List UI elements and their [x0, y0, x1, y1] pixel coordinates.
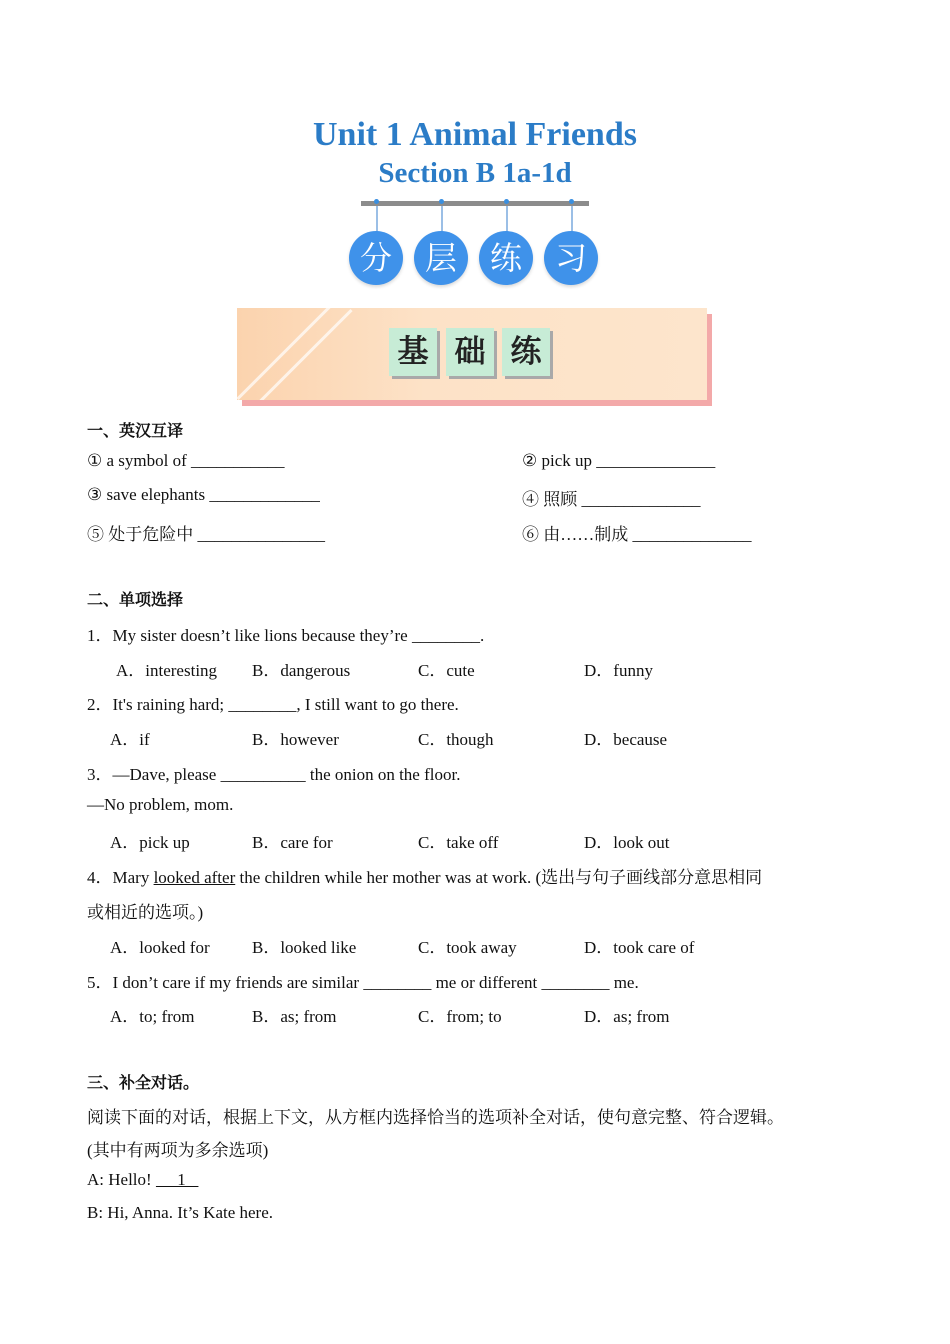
level-tile-lian: 练 — [502, 328, 550, 376]
section3-note: (其中有两项为多余选项) — [87, 1141, 269, 1160]
q5-option-a: A．to; from — [110, 1007, 195, 1026]
badge-lian: 练 — [479, 231, 533, 285]
connector-line — [376, 206, 378, 232]
q4-option-d: D．took care of — [584, 938, 695, 957]
q4-stem-start: 4．Mary — [87, 868, 154, 887]
section3-instruction: 阅读下面的对话，根据上下文，从方框内选择恰当的选项补全对话，使句意完整、符合逻辑。 — [87, 1108, 784, 1127]
q1-option-d: D．funny — [584, 661, 653, 680]
translation-item-3: ③ save elephants _____________ — [87, 485, 320, 504]
dialogue-line-a — [87, 1170, 198, 1190]
badge-ceng: 层 — [414, 231, 468, 285]
connector-line — [506, 206, 508, 232]
q4-option-c: C．took away — [418, 938, 517, 957]
q1-option-a: A．interesting — [116, 661, 218, 680]
pin-dot-icon — [439, 199, 444, 204]
dialogue-line-b: B: Hi, Anna. It’s Kate here. — [87, 1203, 274, 1222]
pin-dot-icon — [374, 199, 379, 204]
translation-item-5: ⑤ 处于危险中 _______________ — [87, 525, 325, 544]
pin-dot-icon — [504, 199, 509, 204]
q1-option-c: C．cute — [418, 661, 475, 680]
q4-underlined-phrase: looked after — [153, 868, 236, 887]
question-2: 2．It's raining hard; ________, I still want to go there. — [87, 695, 459, 714]
translation-item-1: ① a symbol of ___________ — [87, 451, 285, 470]
connector-line — [441, 206, 443, 232]
section1-heading: 一、英汉互译 — [87, 421, 184, 440]
q3-option-b: B．care for — [252, 833, 333, 852]
q5-option-d: D．as; from — [584, 1007, 670, 1026]
translation-item-6: ⑥ 由……制成 ______________ — [522, 525, 752, 544]
dialogue-blank-1: 1 — [155, 1170, 199, 1189]
q2-option-d: D．because — [584, 730, 668, 749]
badge-fen: 分 — [349, 231, 403, 285]
question-3: 3．—Dave, please __________ the onion on the floor. — [87, 765, 461, 784]
section-title: Section B 1a-1d — [378, 157, 572, 189]
translation-item-4: ④ 照顾 ______________ — [522, 490, 701, 509]
q3-option-a: A．pick up — [110, 833, 190, 852]
question-4 — [87, 863, 762, 888]
q4-stem-end: the children while her mother was at work. (选出与句子画线部分意思相同 — [235, 868, 763, 887]
dialogue-a-text: A: Hello! — [87, 1170, 156, 1189]
q5-option-c: C．from; to — [418, 1007, 502, 1026]
decorative-bar — [361, 201, 589, 206]
q4-stem-continued: 或相近的选项。) — [87, 903, 204, 922]
q2-option-b: B．however — [252, 730, 339, 749]
q4-option-b: B．looked like — [252, 938, 357, 957]
badge-xi: 习 — [544, 231, 598, 285]
section3-heading: 三、补全对话。 — [87, 1073, 200, 1092]
banner-stripe — [251, 309, 352, 400]
q3-reply: —No problem, mom. — [87, 795, 234, 814]
q3-option-d: D．look out — [584, 833, 670, 852]
q2-option-a: A．if — [110, 730, 150, 749]
banner-stripe — [237, 308, 338, 400]
pin-dot-icon — [569, 199, 574, 204]
q1-option-b: B．dangerous — [252, 661, 351, 680]
q3-option-c: C．take off — [418, 833, 499, 852]
level-tile-chu: 础 — [446, 328, 494, 376]
q4-option-a: A．looked for — [110, 938, 210, 957]
q2-option-c: C．though — [418, 730, 494, 749]
unit-title: Unit 1 Animal Friends — [313, 116, 637, 153]
connector-line — [571, 206, 573, 232]
question-5: 5．I don’t care if my friends are similar ________ me or different ________ me. — [87, 973, 639, 992]
question-1: 1．My sister doesn’t like lions because they’re ________. — [87, 626, 485, 645]
section2-heading: 二、单项选择 — [87, 590, 184, 609]
level-tile-ji: 基 — [389, 328, 437, 376]
translation-item-2: ② pick up ______________ — [522, 451, 716, 470]
q5-option-b: B．as; from — [252, 1007, 337, 1026]
